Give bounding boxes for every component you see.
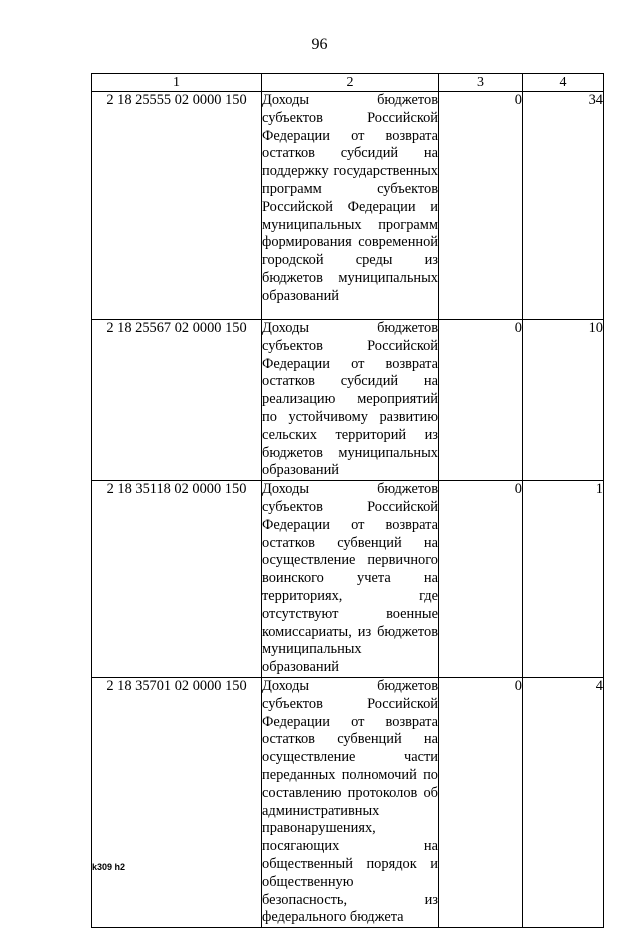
table-row [92,320,604,481]
value-column-4: 34 [523,92,604,320]
column-header-3: 3 [439,74,523,92]
budget-revenue-table [91,73,604,928]
revenue-description: Доходы бюджетов субъектов Российской Федерации от возврата остатков субвенций на осуществление части переданных полномочий по составлению протоколов об административных правонарушениях, посягающих на общественный порядок и общественную безопасность, из федерального бюджета [262,677,438,926]
value-column-3: 0 [439,481,523,678]
table-header-row [92,74,604,92]
value-column-3: 0 [439,677,523,927]
revenue-code: 2 18 25567 02 0000 150 [92,320,262,481]
column-header-4: 4 [523,74,604,92]
value-column-4: 1 [523,481,604,678]
column-header-2: 2 [262,74,439,92]
column-header-1: 1 [92,74,262,92]
value-column-3: 0 [439,92,523,320]
table-row [92,677,604,927]
page-number: 96 [311,36,328,53]
table-row [92,92,604,320]
value-column-4: 10 [523,320,604,481]
revenue-code: 2 18 35701 02 0000 150 [92,677,262,927]
value-column-4: 4 [523,677,604,927]
table-row [92,481,604,678]
revenue-description: Доходы бюджетов субъектов Российской Федерации от возврата остатков субсидий на реализацию мероприятий по устойчивому развитию сельских территорий из бюджетов муниципальных образований [262,320,438,479]
revenue-description: Доходы бюджетов субъектов Российской Федерации от возврата остатков субсидий на поддержку государственных программ субъектов Российской Федерации и муниципальных программ формирования современной городской среды из бюджетов муниципальных образований [262,92,438,304]
revenue-code: 2 18 25555 02 0000 150 [92,92,262,320]
value-column-3: 0 [439,320,523,481]
document-footer-code: k309 h2 [92,862,126,872]
revenue-description: Доходы бюджетов субъектов Российской Федерации от возврата остатков субвенций на осуществление первичного воинского учета на территориях, где отсутствуют военные комиссариаты, из бюджетов муниципальных образований [262,481,438,676]
revenue-code: 2 18 35118 02 0000 150 [92,481,262,678]
